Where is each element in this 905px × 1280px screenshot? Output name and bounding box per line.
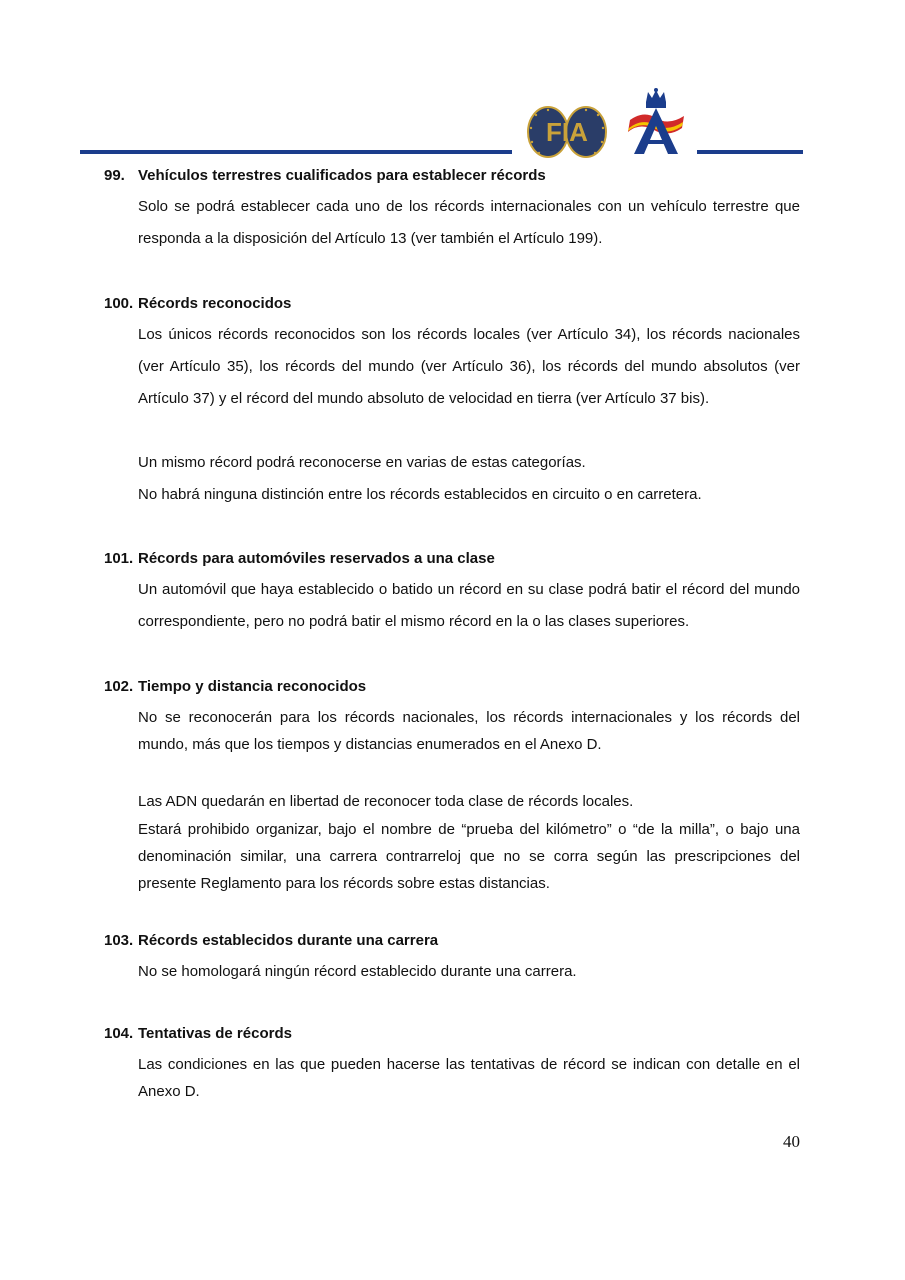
header-rule-right <box>697 150 803 154</box>
section-heading: Tentativas de récords <box>138 1025 292 1042</box>
section-100-paragraph-1: Los únicos récords reconocidos son los récords locales (ver Artículo 34), los récords nacionales (ver Artículo 35), los récords del mundo (ver Artículo 36), los récords del mundo absolutos (ver Artículo 37) y el récord del mundo absoluto de velocidad en tierra (ver Artículo 37 bis). <box>138 326 800 407</box>
section-100-title <box>104 295 291 313</box>
section-number: 100. <box>104 295 134 312</box>
section-103-title <box>104 932 438 950</box>
header-rule-left <box>80 150 512 154</box>
section-heading: Récords establecidos durante una carrera <box>138 932 439 949</box>
section-102-paragraph-3: Estará prohibido organizar, bajo el nombre de “prueba del kilómetro” o “de la milla”, o bajo una denominación similar, una carrera contrarreloj que no se corra según las prescripciones del presente Reglamento para los récords sobre estas distancias. <box>138 821 800 892</box>
fia-logo-text: FIA <box>546 117 588 147</box>
section-number: 103. <box>104 932 134 949</box>
section-number: 102. <box>104 678 134 695</box>
section-103-paragraph-1: No se homologará ningún récord establecido durante una carrera. <box>138 963 577 980</box>
section-102-paragraph-2: Las ADN quedarán en libertad de reconocer toda clase de récords locales. <box>138 793 634 810</box>
crown-icon <box>646 88 666 108</box>
rfeda-logo-icon <box>624 88 688 156</box>
section-99-title <box>104 167 546 185</box>
section-101-title <box>104 550 495 568</box>
section-heading: Vehículos terrestres cualificados para establecer récords <box>138 167 546 184</box>
section-heading: Tiempo y distancia reconocidos <box>138 678 367 695</box>
section-101-paragraph-1: Un automóvil que haya establecido o batido un récord en su clase podrá batir el récord del mundo correspondiente, pero no podrá batir el mismo récord en la o las clases superiores. <box>138 581 800 630</box>
section-104-paragraph-1: Las condiciones en las que pueden hacerse las tentativas de récord se indican con detalle en el Anexo D. <box>138 1056 800 1100</box>
fia-logo-icon <box>526 104 608 160</box>
section-heading: Récords para automóviles reservados a una clase <box>138 550 495 567</box>
section-100-paragraph-2: Un mismo récord podrá reconocerse en varias de estas categorías. <box>138 454 586 471</box>
section-100-paragraph-3: No habrá ninguna distinción entre los récords establecidos en circuito o en carretera. <box>138 486 702 503</box>
section-102-title <box>104 678 366 696</box>
section-104-title <box>104 1025 292 1043</box>
section-heading: Récords reconocidos <box>138 295 292 312</box>
page-number: 40 <box>783 1132 800 1151</box>
section-102-paragraph-1: No se reconocerán para los récords nacionales, los récords internacionales y los récords del mundo, más que los tiempos y distancias enumerados en el Anexo D. <box>138 709 800 753</box>
section-number: 101. <box>104 550 134 567</box>
section-99-paragraph-1: Solo se podrá establecer cada uno de los récords internacionales con un vehículo terrestre que responda a la disposición del Artículo 13 (ver también el Artículo 199). <box>138 198 800 247</box>
section-number: 104. <box>104 1025 134 1042</box>
section-number: 99. <box>104 167 125 184</box>
